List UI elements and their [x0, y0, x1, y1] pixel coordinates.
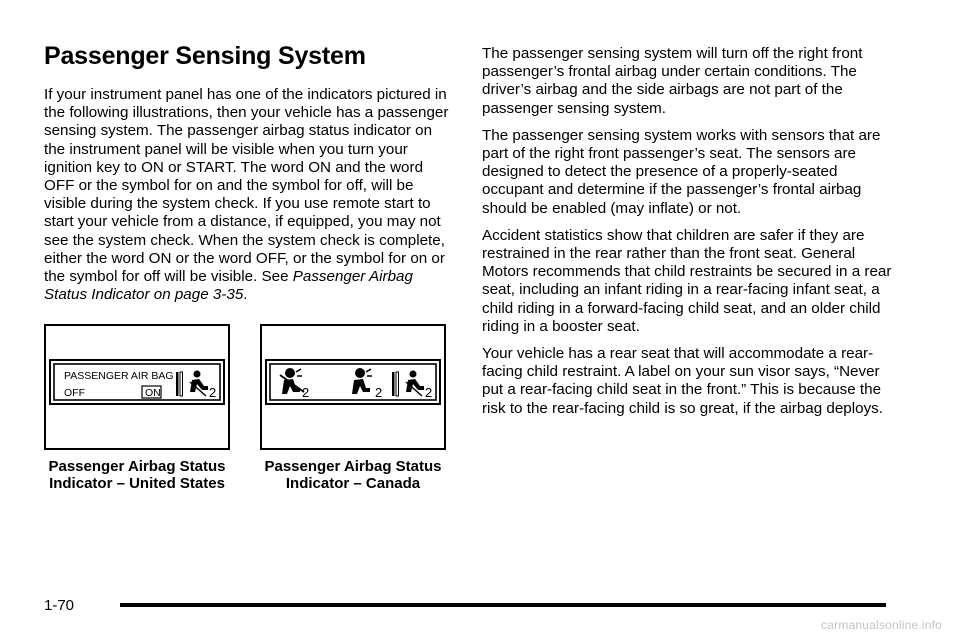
off-label: OFF [64, 387, 85, 399]
seat-number-3: 2 [425, 385, 433, 400]
body-paragraph-2: The passenger sensing system works with sensors that are part of the right front passenger’s seat. The sensors are designed to detect the presence of a properly-seated occupant and determine if the passenger’s frontal airbag should be enabled (may inflate) or not. [482, 126, 881, 217]
caption-indicator-us: Passenger Airbag Status Indicator – United States [48, 458, 226, 492]
airbag-off-symbol-icon [280, 368, 304, 394]
page-number: 1-70 [44, 597, 75, 614]
indicator-canada-illustration [262, 326, 444, 448]
cross-reference-link[interactable]: Passenger Airbag Status Indicator on page 3-35 [44, 268, 413, 304]
right-column [482, 45, 902, 427]
seat-number-1: 2 [302, 385, 310, 400]
intro-text: If your instrument panel has one of the indicators pictured in the following illustrations, then your vehicle has a passenger sensing system. The passenger airbag status indicator on the instrument panel will be visible when you turn your ignition key to ON or START. The word ON and the word OFF or the symbol for on and the symbol for off, will be visible during the system check. If you use remote start to start your vehicle from a distance, if equipped, you may not see the system check. When the system check is complete, either the word ON or the word OFF, or the symbol for on or the symbol for off will be visible. See [44, 86, 449, 286]
airbag-on-symbol-icon [352, 368, 372, 394]
child-seat-icon [190, 371, 208, 397]
intro-end: . [243, 286, 248, 304]
body-paragraph-3: Accident statistics show that children are safer if they are restrained in the rear rather than the front seat. General Motors recommends that child restraints be secured in a rear seat, including an infant riding in a rear-facing infant seat, a child riding in a forward-facing child seat, and an older child riding in a booster seat. [482, 226, 892, 335]
on-label: ON [145, 387, 161, 399]
indicator-us-illustration [46, 326, 228, 448]
seat-number-2: 2 [375, 385, 383, 400]
page-title: Passenger Sensing System [44, 42, 366, 70]
divider-bar [392, 372, 395, 396]
divider-bar-outline [396, 372, 399, 396]
divider-bar-outline [180, 372, 183, 396]
intro-paragraph [44, 86, 454, 304]
seat-number: 2 [209, 385, 217, 400]
divider-bar [176, 372, 179, 396]
body-paragraph-4: Your vehicle has a rear seat that will accommodate a rear-facing child restraint. A label on your sun visor says, “Never put a rear-facing child seat in the front.” This is because the risk to the rear-facing child is so great, if the airbag deploys. [482, 345, 883, 417]
figure-indicator-us [44, 324, 230, 450]
child-seat-icon [406, 371, 424, 397]
figure-indicator-canada [260, 324, 446, 450]
body-paragraph-1: The passenger sensing system will turn off the right front passenger’s frontal airbag under certain conditions. The driver’s airbag and the side airbags are not part of the passenger sensing system. [482, 45, 863, 117]
footer-rule [120, 603, 886, 607]
panel-label: PASSENGER AIR BAG [64, 370, 174, 382]
watermark: carmanualsonline.info [821, 618, 942, 632]
caption-indicator-canada: Passenger Airbag Status Indicator – Canada [264, 458, 442, 492]
